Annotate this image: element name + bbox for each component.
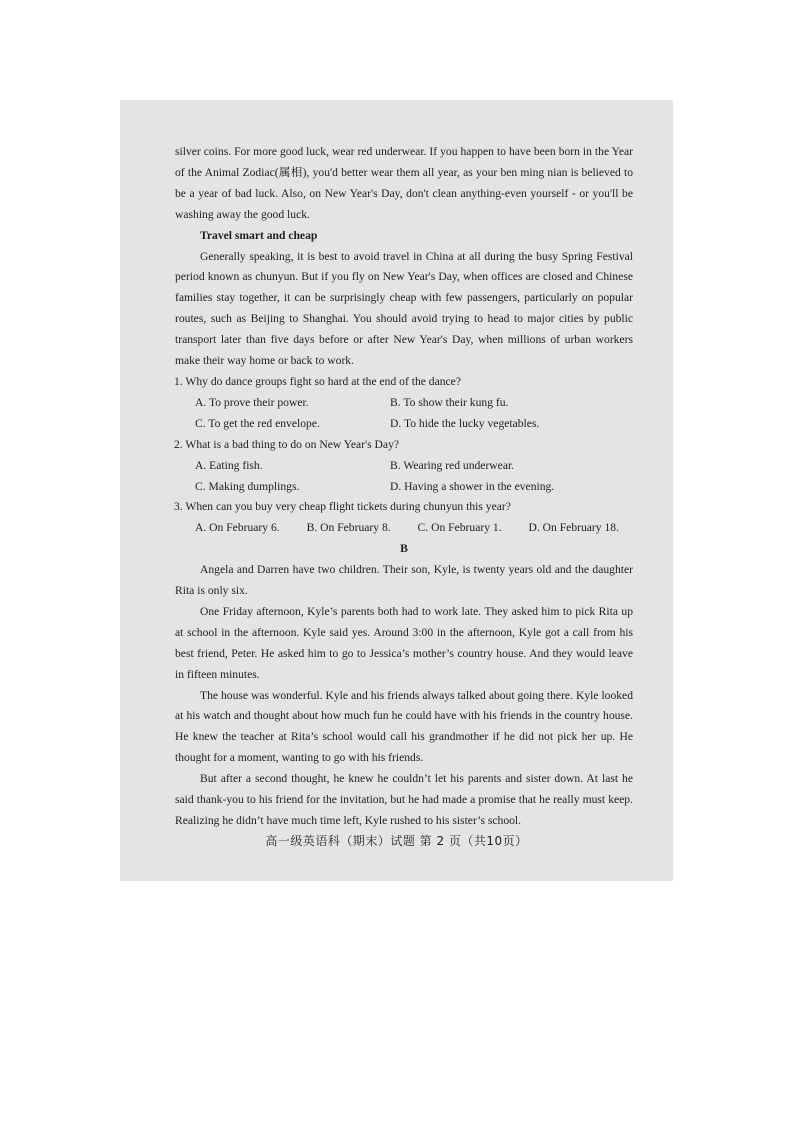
- question-stem: 3. When can you buy very cheap flight tickets during chunyun this year?: [174, 500, 511, 514]
- passage-b-paragraph: The house was wonderful. Kyle and his friends always talked about going there. Kyle looked at his watch and thought about how much fun he could have with his friends in the country house. He knew the teacher at Rita’s school would call his grandmother if he did not pick her up. He thought for a moment, wanting to go with his friends.: [175, 688, 633, 765]
- option-a: A. On February 6.: [195, 521, 280, 535]
- section-heading: Travel smart and cheap: [200, 228, 318, 242]
- option-c: C. On February 1.: [417, 521, 502, 535]
- option-a: A. Eating fish.: [195, 458, 263, 472]
- option-c: C. To get the red envelope.: [195, 416, 320, 430]
- options-row: [175, 393, 633, 414]
- question-stem: 1. Why do dance groups fight so hard at the end of the dance?: [174, 374, 461, 388]
- passage-b-paragraph: One Friday afternoon, Kyle’s parents both had to work late. They asked him to pick Rita up at school in the afternoon. Kyle said yes. Around 3:00 in the afternoon, Kyle got a call from his best friend, Peter. He asked him to go to Jessica’s mother’s country house. And they would leave in fifteen minutes.: [175, 604, 633, 681]
- page-footer: 高一级英语科（期末）试题 第 2 页（共10页）: [265, 834, 528, 848]
- question-1: [175, 372, 633, 435]
- option-b: B. To show their kung fu.: [390, 395, 509, 409]
- options-row: [175, 518, 633, 539]
- option-b: B. On February 8.: [306, 521, 391, 535]
- options-row: [175, 414, 633, 435]
- passage-b-paragraph: But after a second thought, he knew he couldn’t let his parents and sister down. At last he said thank-you to his friend for the invitation, but he had made a promise that he really must keep. Realizing he didn’t have much time left, Kyle rushed to his sister’s school.: [175, 772, 633, 827]
- option-a: A. To prove their power.: [195, 395, 309, 409]
- option-d: D. Having a shower in the evening.: [390, 479, 555, 493]
- option-d: D. To hide the lucky vegetables.: [390, 416, 540, 430]
- passage-b-paragraph: Angela and Darren have two children. Their son, Kyle, is twenty years old and the daughter Rita is only six.: [175, 563, 633, 598]
- passage-a-paragraph: silver coins. For more good luck, wear red underwear. If you happen to have been born in the Year of the Animal Zodiac(属相), you'd better wear them all year, as your ben ming nian is believed to be a year of bad luck. Also, on New Year's Day, don't clean anything-even yourself - or you'll be washing away the good luck.: [175, 145, 633, 221]
- section-letter: B: [400, 542, 408, 556]
- option-d: D. On February 18.: [528, 521, 619, 535]
- page-content: [175, 142, 633, 832]
- question-3: [175, 497, 633, 539]
- options-row: [175, 477, 633, 498]
- options-row: [175, 456, 633, 477]
- question-stem: 2. What is a bad thing to do on New Year's Day?: [174, 437, 400, 451]
- passage-a-paragraph: Generally speaking, it is best to avoid travel in China at all during the busy Spring Festival period known as chunyun. But if you fly on New Year's Day, when offices are closed and Chinese families stay together, it can be surprisingly cheap with few passengers, particularly on popular routes, such as Beijing to Shanghai. You should avoid trying to head to major cities by public transport later than five days before or after New Year's Day, when millions of urban workers make their way home or back to work.: [175, 249, 633, 368]
- option-c: C. Making dumplings.: [195, 479, 300, 493]
- question-2: [175, 435, 633, 498]
- option-b: B. Wearing red underwear.: [390, 458, 515, 472]
